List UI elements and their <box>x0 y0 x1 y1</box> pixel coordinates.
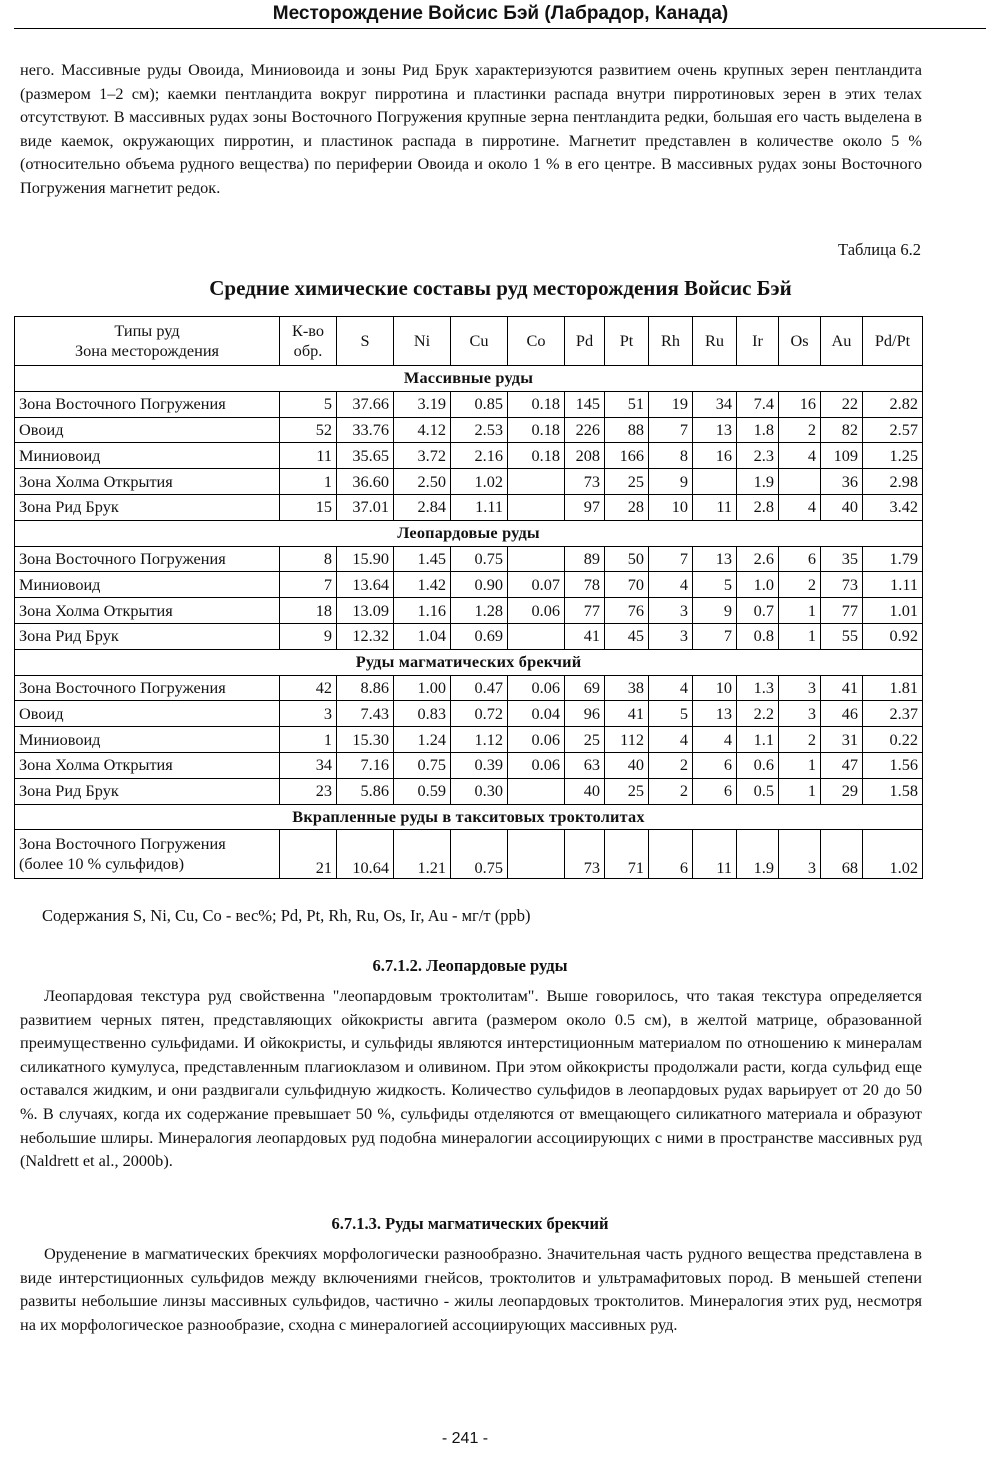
column-header-au: Au <box>821 317 863 366</box>
table-cell: 50 <box>605 546 649 572</box>
table-cell: 78 <box>565 572 605 598</box>
table-cell: 5.86 <box>337 778 394 804</box>
table-body <box>15 366 923 879</box>
table-cell <box>508 830 565 879</box>
table-cell: 15.90 <box>337 546 394 572</box>
table-cell: 21 <box>280 830 337 879</box>
table-cell: 73 <box>565 830 605 879</box>
table-cell: 1.12 <box>451 727 508 753</box>
table-cell: 22 <box>821 391 863 417</box>
table-cell: 0.8 <box>737 623 779 649</box>
table-cell: 2.53 <box>451 417 508 443</box>
table-cell: 0.18 <box>508 443 565 469</box>
table-cell: 10 <box>693 675 737 701</box>
table-cell: 1.11 <box>863 572 923 598</box>
table-cell: 0.18 <box>508 391 565 417</box>
table-cell: 68 <box>821 830 863 879</box>
table-cell: 0.75 <box>394 752 451 778</box>
column-header-type-line1: Типы руд <box>114 321 180 340</box>
table-cell: 69 <box>565 675 605 701</box>
table-cell: 11 <box>280 443 337 469</box>
table-cell: 15.30 <box>337 727 394 753</box>
table-cell: 7.43 <box>337 701 394 727</box>
table-cell: 10.64 <box>337 830 394 879</box>
table-cell: 1.3 <box>737 675 779 701</box>
table-cell: 13.09 <box>337 598 394 624</box>
table-cell: 2.84 <box>394 494 451 520</box>
table-row <box>15 469 923 495</box>
table-cell: 76 <box>605 598 649 624</box>
table-cell: 2 <box>649 778 693 804</box>
table-cell: 77 <box>821 598 863 624</box>
ore-zone-name: Зона Холма Открытия <box>15 469 280 495</box>
table-cell: 2.6 <box>737 546 779 572</box>
header-rule <box>14 28 986 29</box>
section-heading-breccia: 6.7.1.3. Руды магматических брекчий <box>331 1214 609 1233</box>
table-cell <box>508 778 565 804</box>
section-title: Вкрапленные руды в такситовых троктолитах <box>15 804 923 830</box>
table-cell: 4 <box>649 727 693 753</box>
table-cell: 5 <box>280 391 337 417</box>
table-section-row <box>15 649 923 675</box>
section-heading-leopard: 6.7.1.2. Леопардовые руды <box>372 956 568 975</box>
table-cell: 40 <box>565 778 605 804</box>
table-cell: 8 <box>280 546 337 572</box>
table-cell: 11 <box>693 494 737 520</box>
column-header-ni: Ni <box>394 317 451 366</box>
table-cell: 3 <box>649 623 693 649</box>
table-cell: 28 <box>605 494 649 520</box>
table-cell: 1.0 <box>737 572 779 598</box>
table-cell: 7 <box>649 417 693 443</box>
table-cell: 19 <box>649 391 693 417</box>
running-head: Месторождение Войсис Бэй (Лабрадор, Канада) <box>272 3 729 24</box>
table-row <box>15 443 923 469</box>
table-cell: 0.07 <box>508 572 565 598</box>
table-cell: 1.42 <box>394 572 451 598</box>
column-header-count <box>280 317 337 366</box>
table-cell: 1.1 <box>737 727 779 753</box>
table-cell: 45 <box>605 623 649 649</box>
table-cell: 2.2 <box>737 701 779 727</box>
table-cell: 51 <box>605 391 649 417</box>
table-cell: 18 <box>280 598 337 624</box>
column-header-rh: Rh <box>649 317 693 366</box>
ore-zone-name-line1: Зона Восточного Погружения <box>19 834 226 854</box>
table-cell: 1 <box>779 598 821 624</box>
table-cell: 0.39 <box>451 752 508 778</box>
table-cell: 77 <box>565 598 605 624</box>
table-cell: 1.01 <box>863 598 923 624</box>
table-cell: 4 <box>693 727 737 753</box>
table-cell: 88 <box>605 417 649 443</box>
section-title: Леопардовые руды <box>15 520 923 546</box>
leopard-paragraph: Леопардовая текстура руд свойственна "леопардовым троктолитам". Выше говорилось, что такая текстура определяется развитием черных пятен, представляющих ойкокристы авгита (размером около 0.5 см), в желтой матрице, образованной преимущественно сульфидами. И ойкокристы, и сульфиды являются интерстиционным материалом по отношению к минералам силикатного кумулуса, представленным плагиоклазом и оливином. При этом ойкокристы продолжали расти, когда сульфид еще оставался жидким, и они раздвигали сульфидную жидкость. Количество сульфидов в леопардовых рудах варьирует от 20 до 50 %. В случаях, когда их содержание превышает 50 %, сульфиды отделяются от вмещающего силикатного материала и образуют небольшие шлиры. Минералогия леопардовых руд подобна минералогии ассоциирующих с ними в пространстве массивных руд (Naldrett et al., 2000b). <box>20 986 922 1171</box>
column-header-s: S <box>337 317 394 366</box>
column-header-pd-pt: Pd/Pt <box>863 317 923 366</box>
table-cell: 7 <box>280 572 337 598</box>
table-cell: 3 <box>779 830 821 879</box>
table-cell: 13 <box>693 546 737 572</box>
table-cell: 2.16 <box>451 443 508 469</box>
table-cell: 41 <box>565 623 605 649</box>
table-cell: 1.25 <box>863 443 923 469</box>
table-cell: 73 <box>565 469 605 495</box>
table-cell: 25 <box>565 727 605 753</box>
ore-zone-name: Зона Восточного Погружения <box>15 675 280 701</box>
table-cell: 9 <box>693 598 737 624</box>
ore-zone-name: Зона Восточного Погружения <box>15 391 280 417</box>
table-cell: 1.00 <box>394 675 451 701</box>
column-header-co: Co <box>508 317 565 366</box>
table-cell: 25 <box>605 778 649 804</box>
ore-zone-name: Овоид <box>15 417 280 443</box>
table-cell: 1.04 <box>394 623 451 649</box>
table-cell: 2 <box>779 572 821 598</box>
table-cell: 36 <box>821 469 863 495</box>
table-cell <box>779 469 821 495</box>
table-cell: 3 <box>649 598 693 624</box>
table-cell: 1 <box>779 623 821 649</box>
table-cell: 5 <box>693 572 737 598</box>
table-cell: 1.58 <box>863 778 923 804</box>
table-cell: 82 <box>821 417 863 443</box>
table-cell: 11 <box>693 830 737 879</box>
table-cell: 1.81 <box>863 675 923 701</box>
table-row <box>15 727 923 753</box>
table-cell: 6 <box>693 778 737 804</box>
table-cell: 145 <box>565 391 605 417</box>
table-cell: 0.85 <box>451 391 508 417</box>
table-cell: 9 <box>649 469 693 495</box>
table-cell: 0.06 <box>508 727 565 753</box>
table-cell: 6 <box>779 546 821 572</box>
table-cell: 2.82 <box>863 391 923 417</box>
table-title: Средние химические составы руд месторождения Войсис Бэй <box>209 276 792 300</box>
ore-zone-name: Зона Восточного Погружения <box>15 546 280 572</box>
ore-zone-name: Зона Рид Брук <box>15 623 280 649</box>
table-cell: 42 <box>280 675 337 701</box>
table-cell: 0.18 <box>508 417 565 443</box>
table-cell: 0.75 <box>451 830 508 879</box>
table-row <box>15 778 923 804</box>
ore-zone-name-line2: (более 10 % сульфидов) <box>19 854 185 874</box>
table-row <box>15 417 923 443</box>
column-header-pd: Pd <box>565 317 605 366</box>
table-cell: 1.02 <box>451 469 508 495</box>
ore-zone-name: Зона Холма Открытия <box>15 598 280 624</box>
table-cell: 1.9 <box>737 830 779 879</box>
table-cell: 2.8 <box>737 494 779 520</box>
table-cell: 96 <box>565 701 605 727</box>
table-row <box>15 752 923 778</box>
table-cell: 0.72 <box>451 701 508 727</box>
table-cell: 8.86 <box>337 675 394 701</box>
table-cell: 40 <box>821 494 863 520</box>
table-cell: 3 <box>779 675 821 701</box>
table-cell: 109 <box>821 443 863 469</box>
table-cell: 1.02 <box>863 830 923 879</box>
table-cell <box>693 469 737 495</box>
table-cell: 2.37 <box>863 701 923 727</box>
table-cell: 0.06 <box>508 598 565 624</box>
table-cell: 1.79 <box>863 546 923 572</box>
ore-zone-name: Миниовоид <box>15 572 280 598</box>
ore-zone-name: Зона Рид Брук <box>15 778 280 804</box>
table-cell: 52 <box>280 417 337 443</box>
table-cell: 35 <box>821 546 863 572</box>
table-row <box>15 830 923 879</box>
table-cell: 3.72 <box>394 443 451 469</box>
table-cell: 2 <box>779 727 821 753</box>
table-cell: 6 <box>693 752 737 778</box>
table-cell: 1.21 <box>394 830 451 879</box>
table-cell: 1 <box>280 469 337 495</box>
ore-zone-name: Зона Рид Брук <box>15 494 280 520</box>
table-cell: 2.57 <box>863 417 923 443</box>
column-header-os: Os <box>779 317 821 366</box>
table-cell: 41 <box>821 675 863 701</box>
table-cell: 0.04 <box>508 701 565 727</box>
table-cell: 13 <box>693 417 737 443</box>
table-note: Содержания S, Ni, Cu, Co - вес%; Pd, Pt, Rh, Ru, Os, Ir, Au - мг/т (ppb) <box>42 906 531 925</box>
table-cell: 35.65 <box>337 443 394 469</box>
table-cell: 55 <box>821 623 863 649</box>
table-cell: 0.7 <box>737 598 779 624</box>
table-cell: 25 <box>605 469 649 495</box>
table-cell: 1.8 <box>737 417 779 443</box>
table-cell: 4.12 <box>394 417 451 443</box>
ore-zone-name: Миниовоид <box>15 727 280 753</box>
table-row <box>15 675 923 701</box>
table-cell <box>508 546 565 572</box>
table-cell: 16 <box>693 443 737 469</box>
table-cell: 1.11 <box>451 494 508 520</box>
table-cell: 9 <box>280 623 337 649</box>
table-cell: 2.50 <box>394 469 451 495</box>
ore-zone-name: Овоид <box>15 701 280 727</box>
intro-paragraph: него. Массивные руды Овоида, Миниовоида и зоны Рид Брук характеризуются развитием очень крупных зерен пентландита (размером 1–2 см); каемки пентландита вокруг пирротина и пластинки распада внутри пирротиновых зерен в этих телах отсутствуют. В массивных рудах зоны Восточного Погружения крупные зерна пентландита редки, большая его часть выделена в виде каемок, окружающих пирротин, и пластинок распада в пирротине. Магнетит представлен в количестве около 5 % (относительно объема рудного вещества) по периферии Овоида и около 1 % в его центре. В массивных рудах зоны Восточного Погружения магнетит редок. <box>20 60 922 197</box>
table-cell: 3.42 <box>863 494 923 520</box>
table-cell: 1.28 <box>451 598 508 624</box>
table-cell: 16 <box>779 391 821 417</box>
table-cell: 13 <box>693 701 737 727</box>
ore-zone-name: Миниовоид <box>15 443 280 469</box>
table-cell: 37.01 <box>337 494 394 520</box>
table-cell: 166 <box>605 443 649 469</box>
table-cell: 0.83 <box>394 701 451 727</box>
table-row <box>15 494 923 520</box>
table-cell: 0.22 <box>863 727 923 753</box>
table-cell: 37.66 <box>337 391 394 417</box>
table-cell: 23 <box>280 778 337 804</box>
table-cell: 33.76 <box>337 417 394 443</box>
table-section-row <box>15 804 923 830</box>
table-cell: 0.75 <box>451 546 508 572</box>
table-cell: 70 <box>605 572 649 598</box>
table-cell: 34 <box>280 752 337 778</box>
table-cell: 112 <box>605 727 649 753</box>
table-cell: 46 <box>821 701 863 727</box>
column-header-type-line2: Зона месторождения <box>74 341 220 360</box>
table-cell: 47 <box>821 752 863 778</box>
table-cell: 0.69 <box>451 623 508 649</box>
table-cell: 63 <box>565 752 605 778</box>
column-header-count-line1: К-во <box>292 321 324 340</box>
table-cell: 73 <box>821 572 863 598</box>
table-row <box>15 701 923 727</box>
table-cell: 1 <box>779 752 821 778</box>
breccia-paragraph: Оруденение в магматических брекчиях морфологически разнообразно. Значительная часть рудного вещества представлена в виде интерстиционных сульфидов между включениями гнейсов, троктолитов и ультрамафитовых пород. В меньшей степени развиты небольшие линзы массивных сульфидов, частично - жилы леопардовых троктолитов. Минералогия этих руд, несмотря на их морфологическое разнообразие, сходна с минералогией ассоциирующих массивных руд. <box>20 1244 922 1334</box>
table-cell: 1 <box>779 778 821 804</box>
column-header-type <box>15 317 280 366</box>
table-cell: 0.30 <box>451 778 508 804</box>
page-number: - 241 - <box>441 1430 489 1447</box>
table-cell: 2.3 <box>737 443 779 469</box>
table-section-row <box>15 366 923 392</box>
table-cell: 6 <box>649 830 693 879</box>
table-cell: 7 <box>693 623 737 649</box>
table-cell: 1.56 <box>863 752 923 778</box>
table-cell: 5 <box>649 701 693 727</box>
table-cell: 3 <box>280 701 337 727</box>
table-cell: 2 <box>779 417 821 443</box>
column-header-ru: Ru <box>693 317 737 366</box>
table-row <box>15 546 923 572</box>
table-cell: 41 <box>605 701 649 727</box>
table-cell: 4 <box>649 572 693 598</box>
table-cell: 0.59 <box>394 778 451 804</box>
table-cell: 2.98 <box>863 469 923 495</box>
table-cell: 13.64 <box>337 572 394 598</box>
table-section-row <box>15 520 923 546</box>
table-cell: 1.24 <box>394 727 451 753</box>
table-cell: 0.06 <box>508 752 565 778</box>
table-cell: 4 <box>779 494 821 520</box>
column-header-cu: Cu <box>451 317 508 366</box>
table-cell <box>508 469 565 495</box>
table-cell: 0.5 <box>737 778 779 804</box>
table-cell: 0.92 <box>863 623 923 649</box>
table-cell: 0.90 <box>451 572 508 598</box>
table-cell: 29 <box>821 778 863 804</box>
table-header-row <box>15 317 923 366</box>
table-cell: 10 <box>649 494 693 520</box>
table-cell: 7.16 <box>337 752 394 778</box>
table-cell: 1 <box>280 727 337 753</box>
composition-table <box>14 316 923 879</box>
table-cell: 40 <box>605 752 649 778</box>
table-row <box>15 391 923 417</box>
table-cell: 12.32 <box>337 623 394 649</box>
table-cell: 7 <box>649 546 693 572</box>
ore-zone-name: Зона Холма Открытия <box>15 752 280 778</box>
table-cell: 0.6 <box>737 752 779 778</box>
table-cell: 3.19 <box>394 391 451 417</box>
table-cell: 1.16 <box>394 598 451 624</box>
table-cell: 36.60 <box>337 469 394 495</box>
table-cell: 1.9 <box>737 469 779 495</box>
table-row <box>15 572 923 598</box>
column-header-pt: Pt <box>605 317 649 366</box>
table-cell: 4 <box>779 443 821 469</box>
table-cell: 89 <box>565 546 605 572</box>
column-header-count-line2: обр. <box>293 341 323 360</box>
table-cell <box>508 623 565 649</box>
table-row <box>15 623 923 649</box>
table-row <box>15 598 923 624</box>
table-cell: 1.45 <box>394 546 451 572</box>
table-cell: 226 <box>565 417 605 443</box>
table-cell: 3 <box>779 701 821 727</box>
table-cell: 2 <box>649 752 693 778</box>
table-cell: 0.06 <box>508 675 565 701</box>
table-cell: 31 <box>821 727 863 753</box>
table-cell <box>508 494 565 520</box>
table-cell: 97 <box>565 494 605 520</box>
table-label: Таблица 6.2 <box>838 240 921 259</box>
table-cell: 8 <box>649 443 693 469</box>
table-cell: 15 <box>280 494 337 520</box>
table-cell: 71 <box>605 830 649 879</box>
table-cell: 34 <box>693 391 737 417</box>
section-title: Массивные руды <box>15 366 923 392</box>
ore-zone-name <box>15 830 280 879</box>
table-cell: 4 <box>649 675 693 701</box>
section-title: Руды магматических брекчий <box>15 649 923 675</box>
table-cell: 0.47 <box>451 675 508 701</box>
table-cell: 7.4 <box>737 391 779 417</box>
column-header-ir: Ir <box>737 317 779 366</box>
table-cell: 38 <box>605 675 649 701</box>
table-cell: 208 <box>565 443 605 469</box>
